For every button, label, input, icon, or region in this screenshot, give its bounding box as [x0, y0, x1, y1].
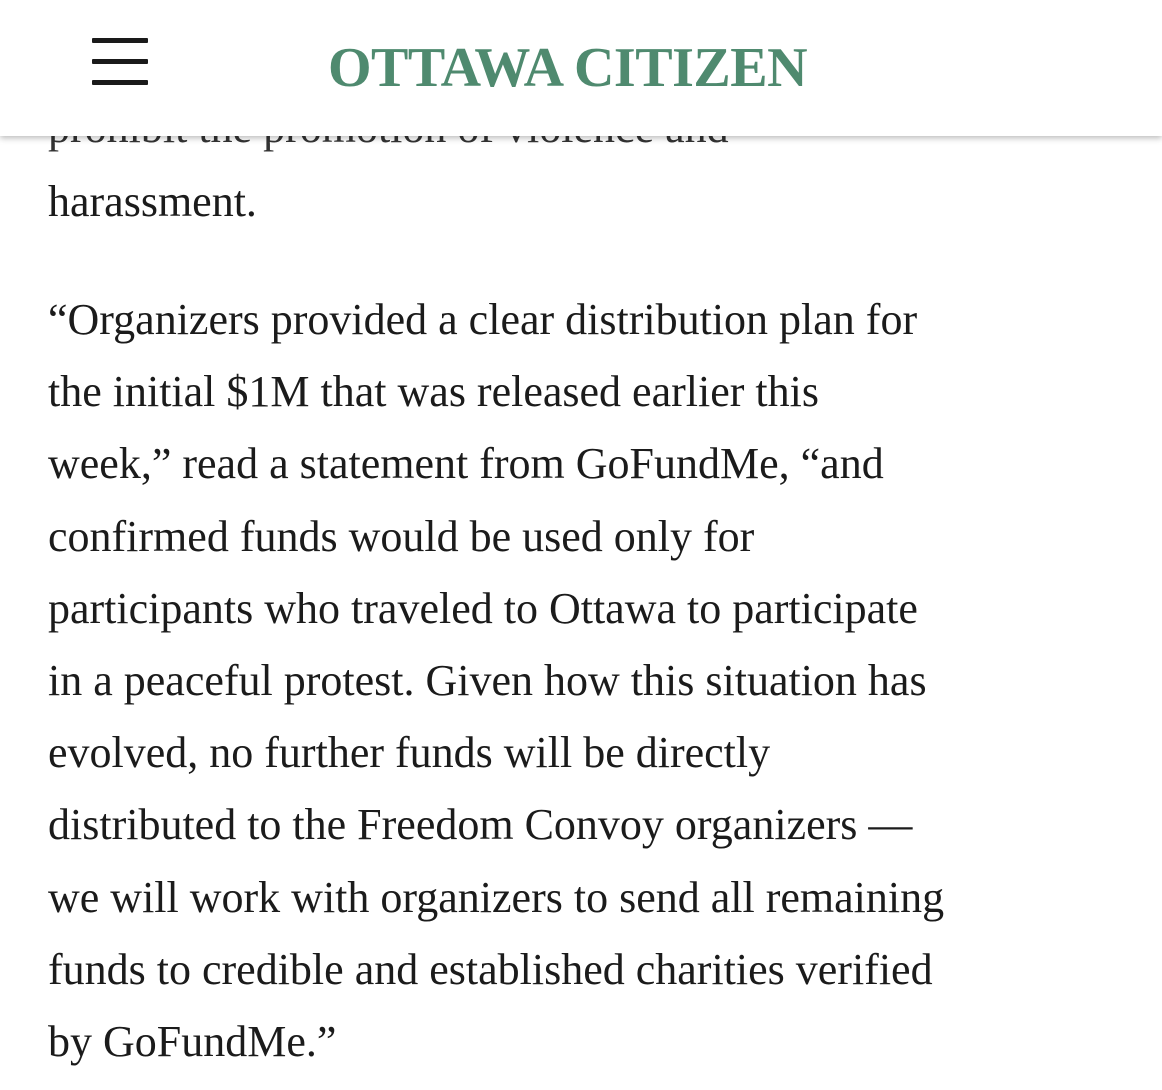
- quote-line: in a peaceful protest. Given how this situation has: [48, 655, 927, 705]
- menu-bar-top: [92, 38, 148, 43]
- menu-bar-middle: [92, 59, 148, 64]
- quote-paragraph: [48, 284, 1138, 1078]
- quote-line: by GoFundMe.”: [48, 1016, 337, 1066]
- hamburger-menu-icon[interactable]: [92, 38, 148, 86]
- quote-line: participants who traveled to Ottawa to participate: [48, 583, 918, 633]
- quote-line: week,” read a statement from GoFundMe, “and: [48, 439, 884, 489]
- quote-line: “Organizers provided a clear distribution plan for: [48, 295, 918, 344]
- quote-line: distributed to the Freedom Convoy organizers —: [48, 800, 913, 850]
- menu-bar-bottom: [92, 80, 148, 85]
- quote-line: evolved, no further funds will be directly: [48, 728, 771, 778]
- quote-line: funds to credible and established charities verified: [48, 944, 933, 994]
- previous-paragraph-tail: harassment.: [48, 177, 257, 226]
- quote-line: confirmed funds would be used only for: [48, 511, 755, 561]
- quote-line: the initial $1M that was released earlier this: [48, 367, 819, 417]
- site-logo[interactable]: OTTAWA CITIZEN: [328, 37, 808, 99]
- site-header: [0, 0, 1162, 136]
- quote-line: we will work with organizers to send all remaining: [48, 872, 945, 922]
